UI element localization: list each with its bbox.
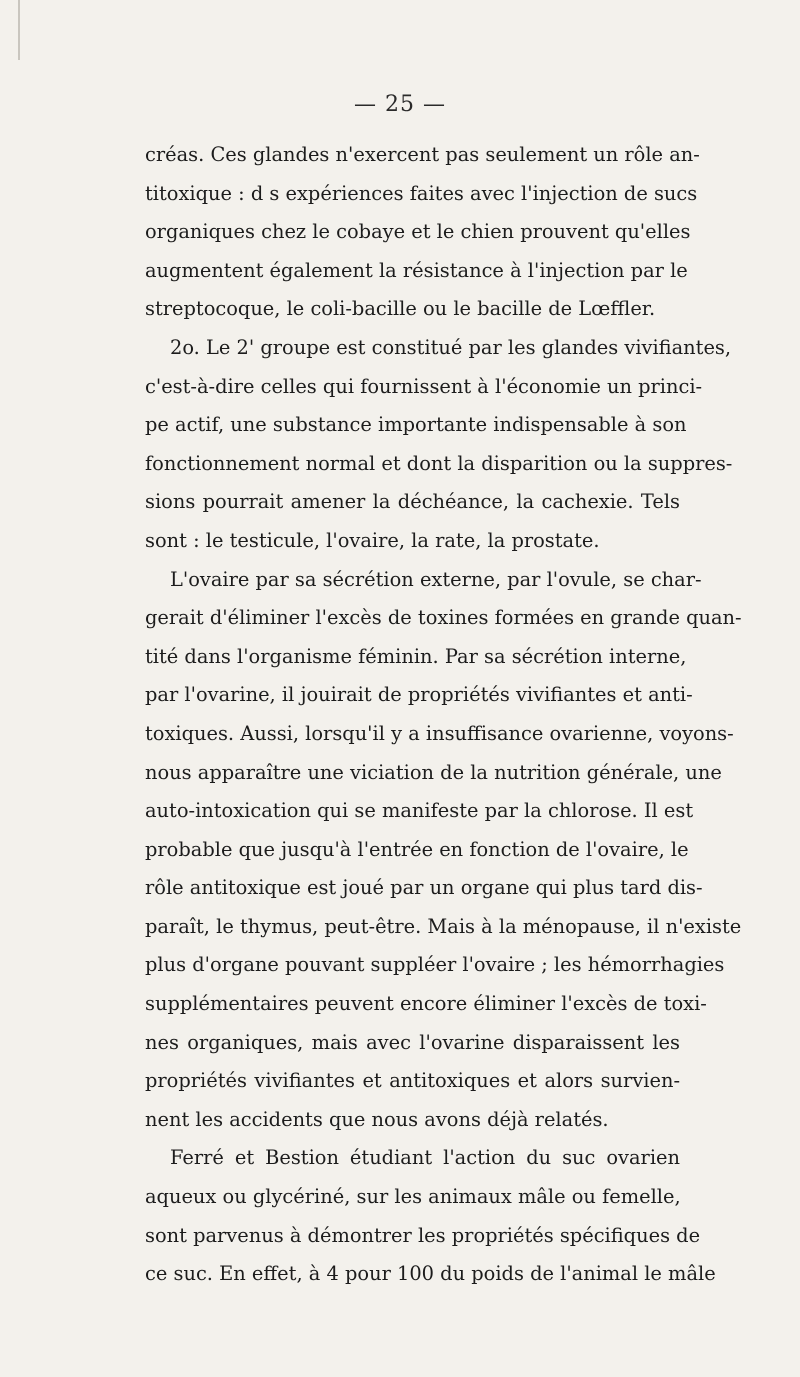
text-line: ce suc. En effet, à 4 pour 100 du poids de l'animal le mâle (145, 1262, 716, 1286)
text-line: sions pourrait amener la déchéance, la cachexie. Tels (145, 490, 680, 514)
text-line: pe actif, une substance importante indispensable à son (145, 413, 687, 437)
text-line: supplémentaires peuvent encore éliminer l'excès de toxi- (145, 992, 707, 1016)
text-line: rôle antitoxique est joué par un organe qui plus tard dis- (145, 876, 703, 900)
text-line: 2o. Le 2' groupe est constitué par les glandes vivifiantes, (170, 335, 732, 359)
text-line: nes organiques, mais avec l'ovarine disparaissent les (145, 1030, 680, 1054)
text-line: organiques chez le cobaye et le chien prouvent qu'elles (145, 220, 691, 244)
text-line: nent les accidents que nous avons déjà relatés. (145, 1107, 609, 1131)
text-line: auto-intoxication qui se manifeste par la chlorose. Il est (145, 799, 694, 823)
text-line: gerait d'éliminer l'excès de toxines formées en grande quan- (145, 606, 742, 630)
text-line: fonctionnement normal et dont la disparition ou la suppres- (145, 451, 733, 475)
text-line: sont parvenus à démontrer les propriétés spécifiques de (145, 1223, 701, 1247)
text-line: plus d'organe pouvant suppléer l'ovaire ; les hémorrhagies (145, 953, 725, 977)
text-line: titoxique : d s expériences faites avec l'injection de sucs (145, 181, 698, 205)
text-line: streptocoque, le coli-bacille ou le bacille de Lœffler. (145, 297, 656, 321)
text-line: toxiques. Aussi, lorsqu'il y a insuffisance ovarienne, voyons- (145, 721, 734, 745)
text-line: c'est-à-dire celles qui fournissent à l'économie un princi- (145, 374, 703, 398)
body-text (145, 136, 742, 1294)
text-line: L'ovaire par sa sécrétion externe, par l'ovule, se char- (170, 567, 702, 591)
scan-edge-mark (0, 0, 20, 60)
page-number: — 25 — (354, 92, 446, 117)
text-line: aqueux ou glycériné, sur les animaux mâle ou femelle, (145, 1185, 681, 1209)
text-line: sont : le testicule, l'ovaire, la rate, la prostate. (145, 528, 600, 552)
text-line: tité dans l'organisme féminin. Par sa sécrétion interne, (145, 644, 687, 668)
text-line: par l'ovarine, il jouirait de propriétés vivifiantes et anti- (145, 683, 693, 707)
text-line: nous apparaître une viciation de la nutrition générale, une (145, 760, 722, 784)
text-line: propriétés vivifiantes et antitoxiques et alors survien- (145, 1069, 680, 1093)
text-line: probable que jusqu'à l'entrée en fonction de l'ovaire, le (145, 837, 689, 861)
text-line: Ferré et Bestion étudiant l'action du suc ovarien (170, 1146, 680, 1170)
text-line: augmentent également la résistance à l'injection par le (145, 258, 688, 282)
text-line: paraît, le thymus, peut-être. Mais à la ménopause, il n'existe (145, 914, 742, 938)
text-line: créas. Ces glandes n'exercent pas seulement un rôle an- (145, 143, 700, 166)
